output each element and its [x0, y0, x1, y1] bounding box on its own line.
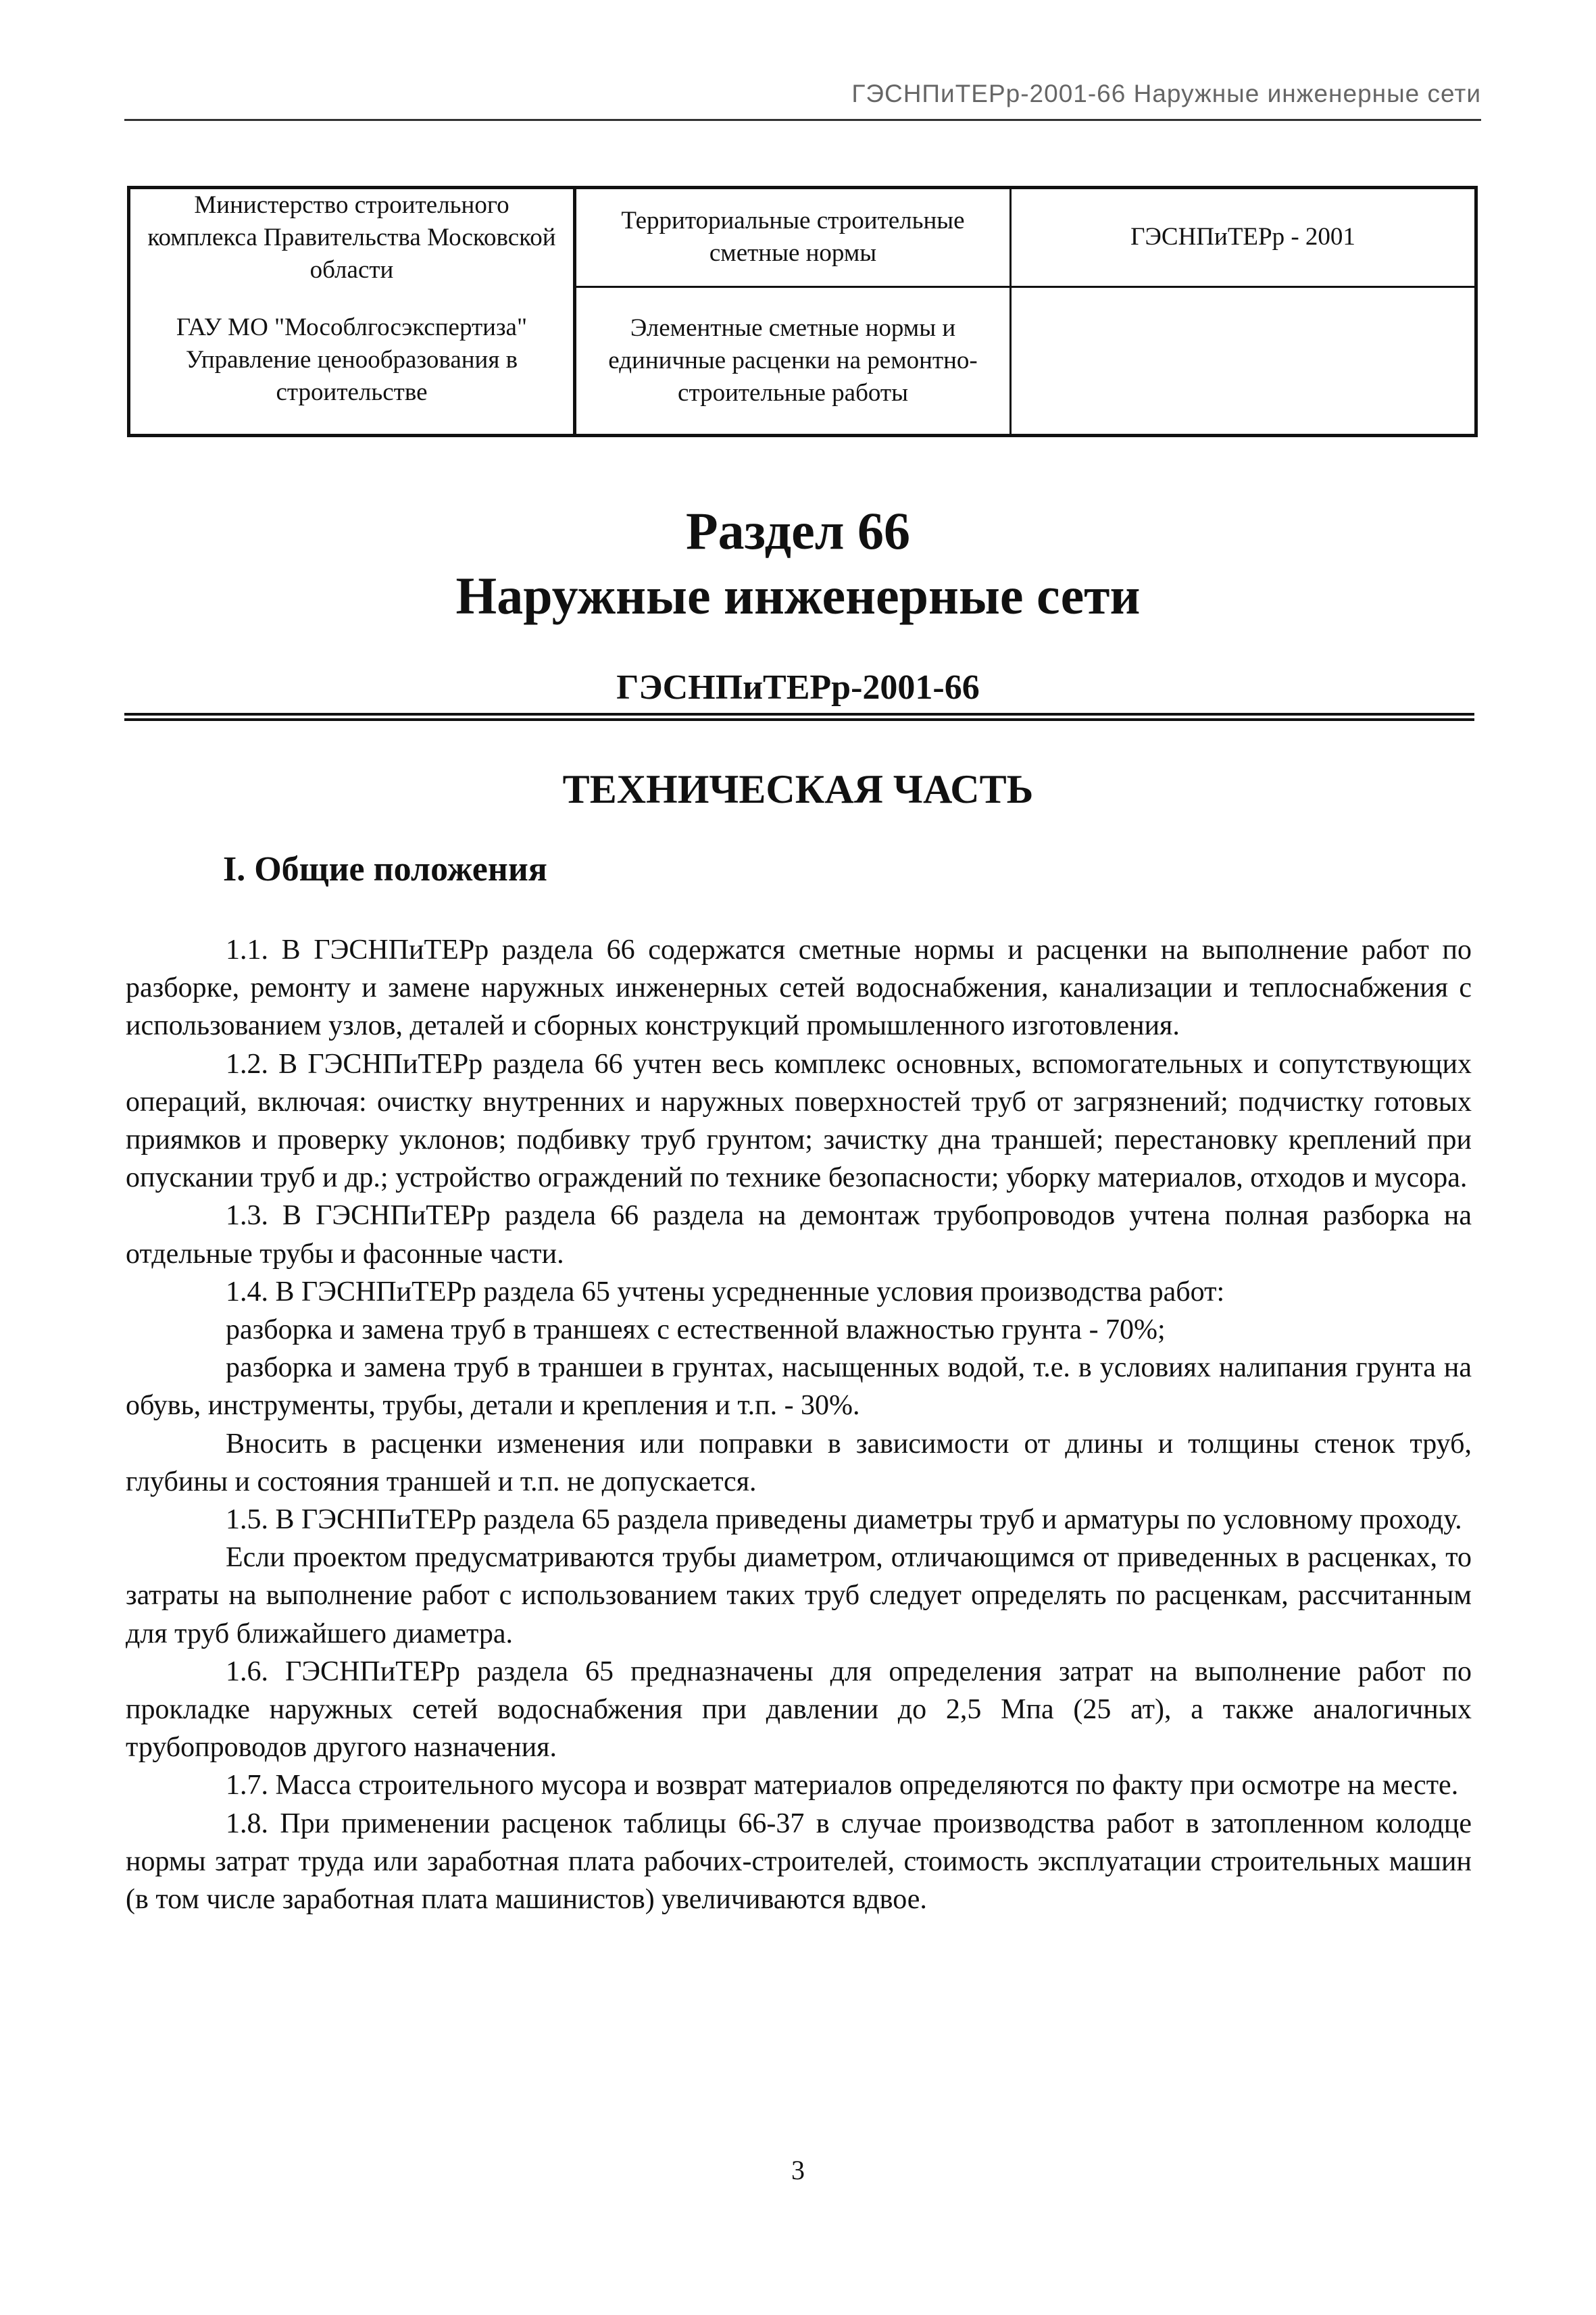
header-table [127, 186, 1478, 437]
paragraph-1-5: 1.5. В ГЭСНПиТЕРр раздела 65 раздела приведены диаметры труб и арматуры по условному проходу. [226, 1504, 1462, 1536]
norms-subtitle-cell: Элементные сметные нормы и единичные расценки на ремонтно-строительные работы [575, 287, 1011, 435]
section-number: Раздел 66 [686, 501, 910, 560]
paragraph-1-2: 1.2. В ГЭСНПиТЕРр раздела 66 учтен весь комплекс основных, вспомогательных и сопутствующих операций, включая: очистку внутренних и наружных поверхностей труб от загрязнений; подчистку готовых приямков и проверку уклонов; подбивку труб грунтом; зачистку дна траншей; перестановку креплений при опускании труб и др.; устройство ограждений по технике безопасности; уборку материалов, отходов и мусора. [126, 1048, 1472, 1194]
paragraph-1-1: 1.1. В ГЭСНПиТЕРр раздела 66 содержатся сметные нормы и расценки на выполнение работ по разборке, ремонту и замене наружных инженерных сетей водоснабжения, канализации и теплоснабжения с использованием узлов, деталей и сборных конструкций промышленного изготовления. [126, 935, 1472, 1042]
paragraph-1-4: 1.4. В ГЭСНПиТЕРр раздела 65 учтены усредненные условия производства работ: [226, 1276, 1225, 1308]
paragraph-1-3: 1.3. В ГЭСНПиТЕРр раздела 66 раздела на демонтаж трубопроводов учтена полная разборка на отдельные трубы и фасонные части. [126, 1200, 1472, 1270]
section-title [0, 499, 1596, 628]
paragraph-1-4-item-2: разборка и замена труб в траншеи в грунтах, насыщенных водой, т.е. в условиях налипания грунта на обувь, инструменты, трубы, детали и крепления и т.п. - 30%. [126, 1352, 1472, 1422]
organization-bottom-cell: ГАУ МО "Мособлгосэкспертиза" Управление ценообразования в строительстве [129, 287, 575, 435]
code-cell: ГЭСНПиТЕРр - 2001 [1011, 188, 1476, 287]
paragraph-1-5-note: Если проектом предусматриваются трубы диаметром, отличающимся от приведенных в расценках, то затраты на выполнение работ с использованием таких труб следует определять по расценкам, рассчитанным для труб ближайшего диаметра. [126, 1542, 1472, 1649]
paragraph-1-6: 1.6. ГЭСНПиТЕРр раздела 65 предназначены для определения затрат на выполнение работ по прокладке наружных сетей водоснабжения при давлении до 2,5 Мпа (25 ат), а также аналогичных трубопроводов другого назначения. [126, 1656, 1472, 1764]
paragraph-1-7: 1.7. Масса строительного мусора и возврат материалов определяются по факту при осмотре на месте. [226, 1770, 1459, 1801]
paragraph-1-4-note: Вносить в расценки изменения или поправки в зависимости от длины и толщины стенок труб, глубины и состояния траншей и т.п. не допускается. [126, 1428, 1472, 1497]
body-text [126, 931, 1472, 1918]
running-header: ГЭСНПиТЕРр-2001-66 Наружные инженерные сети [851, 80, 1481, 107]
section-name: Наружные инженерные сети [455, 566, 1141, 625]
technical-part-heading: ТЕХНИЧЕСКАЯ ЧАСТЬ [562, 767, 1034, 812]
double-rule-bottom [124, 718, 1474, 721]
organization-top-cell: Министерство строительного комплекса Правительства Московской области [129, 188, 575, 287]
chapter-heading: I. Общие положения [223, 850, 547, 889]
norms-title-cell: Территориальные строительные сметные нормы [575, 188, 1011, 287]
paragraph-1-4-item-1: разборка и замена труб в траншеях с естественной влажностью грунта - 70%; [226, 1314, 1166, 1346]
document-code: ГЭСНПиТЕРр-2001-66 [616, 668, 980, 707]
empty-cell [1011, 287, 1476, 435]
double-rule-top [124, 713, 1474, 716]
page-number: 3 [791, 2155, 805, 2185]
paragraph-1-8: 1.8. При применении расценок таблицы 66-37 в случае производства работ в затопленном колодце нормы затрат труда или заработная плата рабочих-строителей, стоимость эксплуатации строительных машин (в том числе заработная плата машинистов) увеличиваются вдвое. [126, 1808, 1472, 1916]
running-header-rule [124, 119, 1481, 121]
